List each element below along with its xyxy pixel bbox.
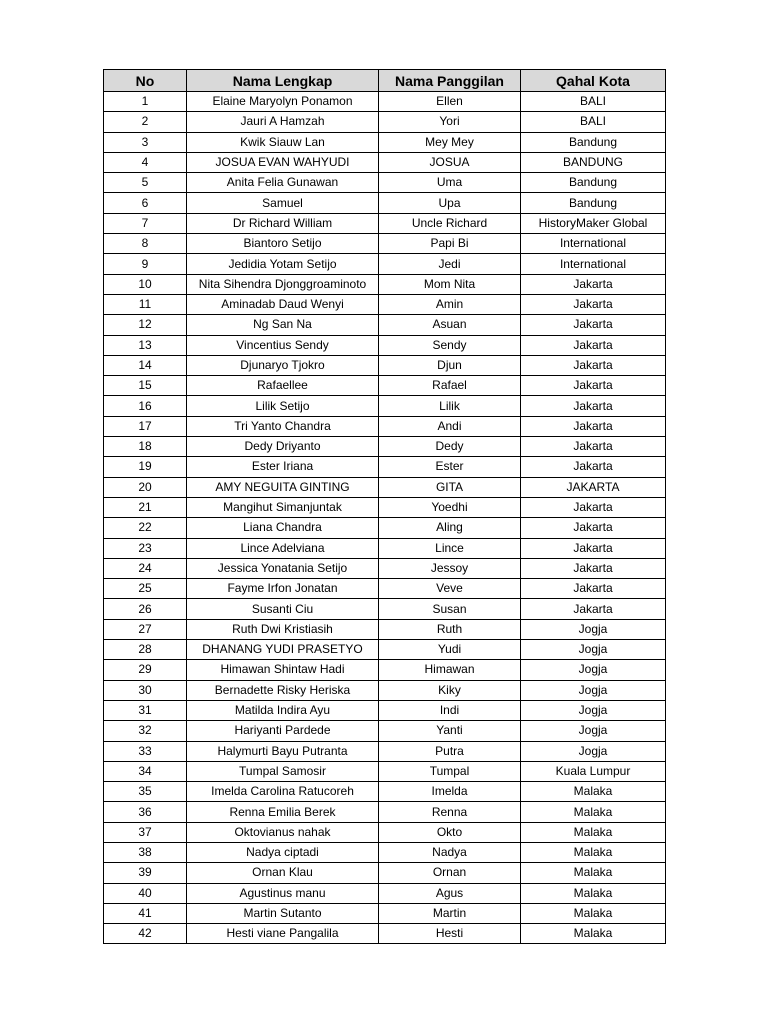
table-row (104, 640, 666, 660)
cell-nama-lengkap: Tri Yanto Chandra (187, 416, 379, 436)
cell-nama-lengkap: Halymurti Bayu Putranta (187, 741, 379, 761)
cell-nama-panggilan: Aling (379, 518, 521, 538)
cell-nama-lengkap: AMY NEGUITA GINTING (187, 477, 379, 497)
cell-nama-lengkap: Lilik Setijo (187, 396, 379, 416)
table-row (104, 761, 666, 781)
cell-nama-panggilan: Djun (379, 355, 521, 375)
cell-qahal-kota: Jakarta (521, 538, 666, 558)
cell-nama-panggilan: Yanti (379, 721, 521, 741)
cell-qahal-kota: Malaka (521, 924, 666, 944)
table-row (104, 112, 666, 132)
cell-nama-lengkap: Imelda Carolina Ratucoreh (187, 782, 379, 802)
cell-qahal-kota: BALI (521, 112, 666, 132)
cell-nama-panggilan: Papi Bi (379, 234, 521, 254)
table-row (104, 741, 666, 761)
table-row (104, 842, 666, 862)
cell-no: 6 (104, 193, 187, 213)
participant-sheet (103, 69, 666, 944)
cell-nama-lengkap: Fayme Irfon Jonatan (187, 579, 379, 599)
cell-nama-lengkap: Samuel (187, 193, 379, 213)
cell-nama-panggilan: Yudi (379, 640, 521, 660)
header-no: No (104, 70, 187, 92)
cell-nama-panggilan: Nadya (379, 842, 521, 862)
cell-nama-panggilan: Andi (379, 416, 521, 436)
table-row (104, 558, 666, 578)
cell-nama-panggilan: Tumpal (379, 761, 521, 781)
cell-nama-lengkap: Ester Iriana (187, 457, 379, 477)
cell-no: 2 (104, 112, 187, 132)
cell-qahal-kota: JAKARTA (521, 477, 666, 497)
cell-no: 31 (104, 700, 187, 720)
cell-nama-panggilan: GITA (379, 477, 521, 497)
participant-table (103, 69, 666, 944)
cell-no: 10 (104, 274, 187, 294)
cell-nama-lengkap: Jauri A Hamzah (187, 112, 379, 132)
cell-qahal-kota: International (521, 234, 666, 254)
cell-nama-panggilan: Uncle Richard (379, 213, 521, 233)
cell-no: 13 (104, 335, 187, 355)
cell-no: 27 (104, 619, 187, 639)
cell-nama-panggilan: Renna (379, 802, 521, 822)
cell-no: 19 (104, 457, 187, 477)
table-row (104, 376, 666, 396)
table-row (104, 700, 666, 720)
cell-no: 38 (104, 842, 187, 862)
cell-qahal-kota: Jakarta (521, 518, 666, 538)
cell-nama-lengkap: Elaine Maryolyn Ponamon (187, 92, 379, 112)
table-body (104, 92, 666, 944)
cell-nama-panggilan: Veve (379, 579, 521, 599)
table-row (104, 396, 666, 416)
table-row (104, 355, 666, 375)
cell-qahal-kota: Jakarta (521, 315, 666, 335)
cell-no: 22 (104, 518, 187, 538)
cell-qahal-kota: International (521, 254, 666, 274)
cell-no: 15 (104, 376, 187, 396)
cell-qahal-kota: Jakarta (521, 497, 666, 517)
table-row (104, 152, 666, 172)
cell-qahal-kota: Malaka (521, 822, 666, 842)
cell-no: 7 (104, 213, 187, 233)
cell-nama-lengkap: Ruth Dwi Kristiasih (187, 619, 379, 639)
table-row (104, 822, 666, 842)
cell-nama-panggilan: Upa (379, 193, 521, 213)
cell-nama-panggilan: Dedy (379, 437, 521, 457)
cell-no: 9 (104, 254, 187, 274)
cell-no: 21 (104, 497, 187, 517)
cell-no: 35 (104, 782, 187, 802)
cell-qahal-kota: HistoryMaker Global (521, 213, 666, 233)
cell-qahal-kota: Malaka (521, 842, 666, 862)
table-row (104, 193, 666, 213)
cell-nama-lengkap: Djunaryo Tjokro (187, 355, 379, 375)
cell-qahal-kota: Jakarta (521, 579, 666, 599)
table-row (104, 903, 666, 923)
cell-nama-lengkap: Aminadab Daud Wenyi (187, 294, 379, 314)
cell-nama-lengkap: Rafaellee (187, 376, 379, 396)
cell-no: 1 (104, 92, 187, 112)
cell-no: 40 (104, 883, 187, 903)
cell-qahal-kota: Jogja (521, 619, 666, 639)
cell-qahal-kota: Bandung (521, 173, 666, 193)
cell-qahal-kota: Malaka (521, 883, 666, 903)
cell-nama-lengkap: Biantoro Setijo (187, 234, 379, 254)
cell-nama-lengkap: Matilda Indira Ayu (187, 700, 379, 720)
cell-qahal-kota: Jakarta (521, 558, 666, 578)
cell-nama-panggilan: Susan (379, 599, 521, 619)
cell-no: 12 (104, 315, 187, 335)
table-row (104, 518, 666, 538)
cell-no: 16 (104, 396, 187, 416)
cell-qahal-kota: BANDUNG (521, 152, 666, 172)
cell-qahal-kota: Kuala Lumpur (521, 761, 666, 781)
table-row (104, 497, 666, 517)
table-row (104, 274, 666, 294)
cell-no: 17 (104, 416, 187, 436)
table-row (104, 132, 666, 152)
table-row (104, 234, 666, 254)
cell-qahal-kota: Bandung (521, 193, 666, 213)
table-row (104, 173, 666, 193)
cell-nama-lengkap: Dedy Driyanto (187, 437, 379, 457)
cell-nama-lengkap: Kwik Siauw Lan (187, 132, 379, 152)
cell-no: 33 (104, 741, 187, 761)
cell-nama-lengkap: Hariyanti Pardede (187, 721, 379, 741)
cell-nama-panggilan: JOSUA (379, 152, 521, 172)
cell-no: 5 (104, 173, 187, 193)
table-row (104, 294, 666, 314)
cell-no: 8 (104, 234, 187, 254)
cell-nama-panggilan: Mey Mey (379, 132, 521, 152)
cell-nama-panggilan: Martin (379, 903, 521, 923)
table-row (104, 457, 666, 477)
table-row (104, 802, 666, 822)
table-row (104, 538, 666, 558)
cell-nama-lengkap: Liana Chandra (187, 518, 379, 538)
cell-nama-lengkap: Ornan Klau (187, 863, 379, 883)
cell-nama-lengkap: Jessica Yonatania Setijo (187, 558, 379, 578)
table-row (104, 315, 666, 335)
table-row (104, 883, 666, 903)
cell-no: 18 (104, 437, 187, 457)
cell-nama-panggilan: Jessoy (379, 558, 521, 578)
cell-nama-panggilan: Ellen (379, 92, 521, 112)
cell-no: 36 (104, 802, 187, 822)
cell-nama-panggilan: Indi (379, 700, 521, 720)
cell-no: 42 (104, 924, 187, 944)
table-row (104, 477, 666, 497)
cell-qahal-kota: BALI (521, 92, 666, 112)
cell-nama-lengkap: Anita Felia Gunawan (187, 173, 379, 193)
table-row (104, 863, 666, 883)
cell-nama-panggilan: Asuan (379, 315, 521, 335)
cell-nama-panggilan: Mom Nita (379, 274, 521, 294)
cell-nama-panggilan: Jedi (379, 254, 521, 274)
cell-nama-lengkap: Agustinus manu (187, 883, 379, 903)
table-row (104, 437, 666, 457)
cell-nama-lengkap: Oktovianus nahak (187, 822, 379, 842)
cell-nama-panggilan: Sendy (379, 335, 521, 355)
cell-qahal-kota: Jogja (521, 640, 666, 660)
cell-no: 37 (104, 822, 187, 842)
cell-no: 29 (104, 660, 187, 680)
cell-qahal-kota: Jakarta (521, 335, 666, 355)
cell-nama-panggilan: Imelda (379, 782, 521, 802)
cell-nama-panggilan: Putra (379, 741, 521, 761)
cell-qahal-kota: Jakarta (521, 376, 666, 396)
cell-no: 23 (104, 538, 187, 558)
table-row (104, 599, 666, 619)
table-row (104, 680, 666, 700)
cell-no: 41 (104, 903, 187, 923)
cell-no: 4 (104, 152, 187, 172)
cell-nama-panggilan: Himawan (379, 660, 521, 680)
cell-nama-lengkap: Hesti viane Pangalila (187, 924, 379, 944)
cell-qahal-kota: Jakarta (521, 396, 666, 416)
cell-nama-lengkap: DHANANG YUDI PRASETYO (187, 640, 379, 660)
cell-nama-panggilan: Yoedhi (379, 497, 521, 517)
cell-nama-lengkap: JOSUA EVAN WAHYUDI (187, 152, 379, 172)
cell-qahal-kota: Jakarta (521, 416, 666, 436)
table-row (104, 213, 666, 233)
cell-qahal-kota: Malaka (521, 903, 666, 923)
cell-no: 32 (104, 721, 187, 741)
table-row (104, 335, 666, 355)
table-row (104, 579, 666, 599)
cell-nama-lengkap: Susanti Ciu (187, 599, 379, 619)
cell-nama-panggilan: Lilik (379, 396, 521, 416)
cell-no: 3 (104, 132, 187, 152)
cell-no: 20 (104, 477, 187, 497)
table-row (104, 782, 666, 802)
cell-nama-lengkap: Renna Emilia Berek (187, 802, 379, 822)
cell-qahal-kota: Malaka (521, 782, 666, 802)
cell-nama-lengkap: Nita Sihendra Djonggroaminoto (187, 274, 379, 294)
cell-qahal-kota: Malaka (521, 863, 666, 883)
cell-nama-lengkap: Jedidia Yotam Setijo (187, 254, 379, 274)
cell-nama-lengkap: Dr Richard William (187, 213, 379, 233)
cell-no: 14 (104, 355, 187, 375)
cell-nama-lengkap: Mangihut Simanjuntak (187, 497, 379, 517)
cell-no: 11 (104, 294, 187, 314)
cell-nama-panggilan: Rafael (379, 376, 521, 396)
cell-no: 39 (104, 863, 187, 883)
table-row (104, 416, 666, 436)
table-row (104, 721, 666, 741)
cell-nama-panggilan: Amin (379, 294, 521, 314)
cell-no: 25 (104, 579, 187, 599)
cell-qahal-kota: Jakarta (521, 599, 666, 619)
cell-nama-panggilan: Hesti (379, 924, 521, 944)
cell-nama-lengkap: Bernadette Risky Heriska (187, 680, 379, 700)
header-nama-panggilan: Nama Panggilan (379, 70, 521, 92)
cell-nama-lengkap: Himawan Shintaw Hadi (187, 660, 379, 680)
cell-qahal-kota: Jogja (521, 700, 666, 720)
cell-nama-lengkap: Lince Adelviana (187, 538, 379, 558)
cell-qahal-kota: Jakarta (521, 457, 666, 477)
header-row (104, 70, 666, 92)
cell-nama-lengkap: Nadya ciptadi (187, 842, 379, 862)
cell-qahal-kota: Jakarta (521, 355, 666, 375)
header-nama-lengkap: Nama Lengkap (187, 70, 379, 92)
cell-qahal-kota: Jogja (521, 680, 666, 700)
cell-nama-lengkap: Vincentius Sendy (187, 335, 379, 355)
cell-nama-lengkap: Tumpal Samosir (187, 761, 379, 781)
cell-nama-panggilan: Agus (379, 883, 521, 903)
cell-no: 34 (104, 761, 187, 781)
cell-no: 24 (104, 558, 187, 578)
cell-nama-panggilan: Ester (379, 457, 521, 477)
cell-qahal-kota: Jakarta (521, 274, 666, 294)
cell-nama-panggilan: Yori (379, 112, 521, 132)
cell-nama-panggilan: Okto (379, 822, 521, 842)
table-row (104, 924, 666, 944)
cell-qahal-kota: Jakarta (521, 437, 666, 457)
cell-nama-panggilan: Ornan (379, 863, 521, 883)
cell-no: 26 (104, 599, 187, 619)
cell-qahal-kota: Jakarta (521, 294, 666, 314)
cell-qahal-kota: Malaka (521, 802, 666, 822)
cell-no: 28 (104, 640, 187, 660)
table-row (104, 254, 666, 274)
cell-nama-panggilan: Kiky (379, 680, 521, 700)
cell-qahal-kota: Jogja (521, 721, 666, 741)
cell-nama-panggilan: Ruth (379, 619, 521, 639)
header-qahal-kota: Qahal Kota (521, 70, 666, 92)
table-row (104, 92, 666, 112)
cell-no: 30 (104, 680, 187, 700)
cell-nama-panggilan: Lince (379, 538, 521, 558)
cell-nama-lengkap: Ng San Na (187, 315, 379, 335)
cell-nama-panggilan: Uma (379, 173, 521, 193)
cell-qahal-kota: Jogja (521, 660, 666, 680)
cell-qahal-kota: Bandung (521, 132, 666, 152)
table-row (104, 619, 666, 639)
cell-nama-lengkap: Martin Sutanto (187, 903, 379, 923)
table-row (104, 660, 666, 680)
cell-qahal-kota: Jogja (521, 741, 666, 761)
